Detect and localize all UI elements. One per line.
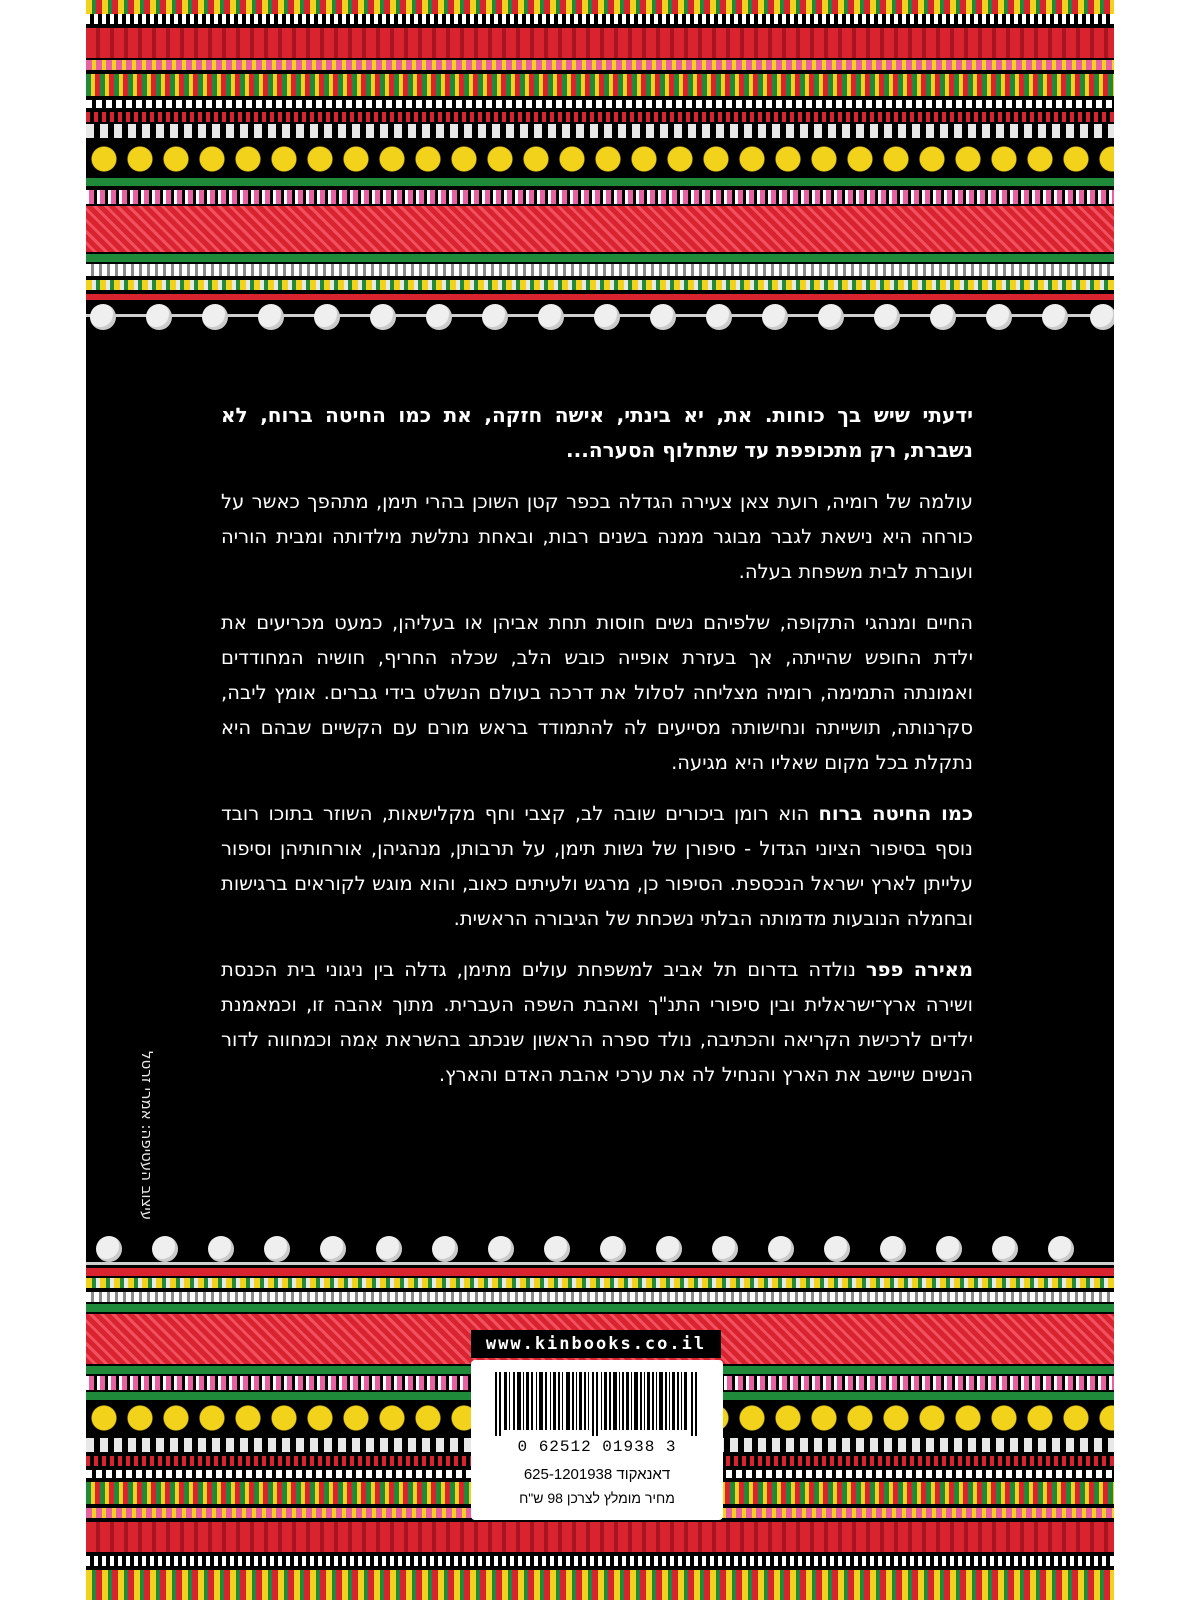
publisher-website: www.kinbooks.co.il (471, 1330, 721, 1358)
book-title-inline: כמו החיטה ברוח (818, 802, 973, 825)
opening-quote: ידעתי שיש בך כוחות. את, יא בינתי, אישה חזקה, את כמו החיטה ברוח, לא נשברת, רק מתכופפת עד שתחלוף הסערה... (221, 403, 973, 462)
blurb-paragraph-1: עולמה של רומיה, רועת צאן צעירה הגדלה בכפר קטן השוכן בהרי תימן, מתהפך כאשר על כורחה היא נישאת לגבר מבוגר ממנה בשנים רבות, ובאחת נתלשת מילדותה ומבית הוריה ועוברת לבית משפחת בעלה. (221, 490, 973, 583)
danacode: דאנאקוד 625-1201938 (523, 1466, 671, 1483)
bead-row-top (86, 304, 1114, 344)
recommended-price: מחיר מומלץ לצרכן 98 ש"ח (519, 1490, 675, 1506)
embroidery-band-top (86, 0, 1114, 330)
author-bio (221, 952, 973, 1092)
barcode-number: 0 62512 01938 3 (517, 1438, 677, 1456)
back-cover (86, 0, 1114, 1600)
blurb-paragraph-2: החיים ומנהגי התקופה, שלפיהם נשים חוסות תחת אביהן או בעליהן, כמעט מכריעים את ילדת החופש שהייתה, אך בעזרת אופייה כובש הלב, שכלה החריף, חושיה המחודדים ואמונתה התמימה, רומיה מצליחה לסלול את דרכה בעולם הנשלט בידי גברים. אומץ ליבה, סקרנותה, תושייתה ונחישותה מסייעים לה להתמודד בראש מורם עם הקשיים שבהם היא נתקלת בכל מקום שאליו היא מגיעה. (221, 611, 973, 774)
author-name: מאירה פפר (865, 958, 973, 981)
barcode-icon (495, 1372, 699, 1436)
blurb-text (221, 398, 973, 1108)
blurb-paragraph-3 (221, 796, 973, 936)
cover-design-credit: עיצוב העטיפה: אמרי זרטל (138, 1050, 156, 1220)
blurb-paragraph-3-text: הוא רומן ביכורים שובה לב, קצבי וחף מקלישאות, השוזר בתוכו רובד נוסף בסיפור הציוני הגדול - סיפורן של נשות תימן, על תרבותן, מנהגיהן, אורחותיהן וסיפור עלייתן לארץ ישראל הנכספת. הסיפור כן, מרגש ולעיתים כאוב, והוא מוגש לקוראים ברגישות ובחמלה הנובעות מדמותה הבלתי נשכחת של הגיבורה הראשית. (221, 802, 973, 930)
author-bio-text: נולדה בדרום תל אביב למשפחת עולים מתימן, גדלה בין ניגוני בית הכנסת ושירה ארץ־ישראלית ובין סיפורי התנ"ך ואהבת השפה העברית. מתוך אהבה זו, וכמאמנת ילדים לרכישת הקריאה והכתיבה, נולד ספרה הראשון שנכתב בהשראת אִמה וכמחווה לדור הנשים שיישב את הארץ והנחיל לה את ערכי אהבת האדם והארץ. (221, 958, 973, 1086)
barcode-label (471, 1360, 723, 1520)
